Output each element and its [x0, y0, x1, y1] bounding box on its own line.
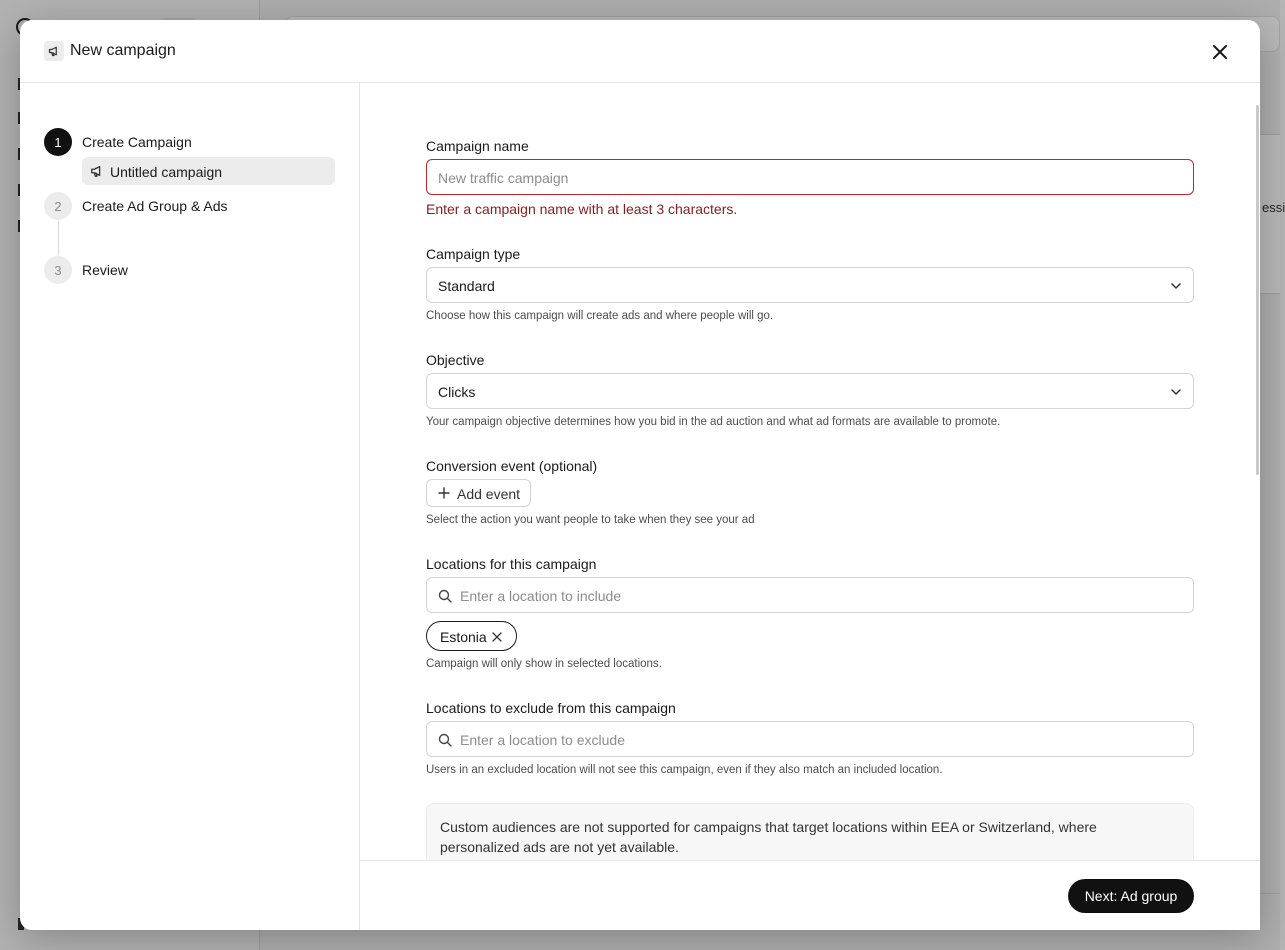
modal-footer [360, 860, 1260, 930]
remove-chip-icon[interactable] [491, 631, 503, 643]
campaign-name-label: Campaign name [426, 138, 529, 154]
step-label: Review [82, 262, 128, 278]
campaign-name-input[interactable] [426, 159, 1194, 195]
objective-label: Objective [426, 352, 485, 368]
chevron-down-icon [1169, 385, 1183, 399]
campaign-type-label: Campaign type [426, 246, 521, 262]
campaign-type-value: Standard [438, 278, 495, 294]
location-exclude-input[interactable] [426, 721, 1194, 757]
locations-include-help: Campaign will only show in selected locations. [426, 658, 662, 670]
step-label: Create Campaign [82, 134, 192, 150]
step-connector [58, 221, 59, 255]
modal-header [20, 20, 1260, 83]
step-number: 1 [44, 128, 72, 156]
conversion-event-help: Select the action you want people to take when they see your ad [426, 514, 755, 526]
modal-title: New campaign [70, 42, 176, 59]
locations-include-label: Locations for this campaign [426, 556, 597, 572]
locations-exclude-label: Locations to exclude from this campaign [426, 700, 676, 716]
substep-label: Untitled campaign [110, 164, 223, 180]
campaign-type-help: Choose how this campaign will create ads and where people will go. [426, 310, 774, 322]
new-campaign-modal [20, 20, 1260, 930]
substep-untitled-campaign[interactable] [82, 157, 335, 185]
campaign-type-select[interactable] [426, 267, 1194, 303]
location-chip-label: Estonia [440, 629, 487, 645]
location-include-input[interactable] [426, 577, 1194, 613]
stepper [20, 83, 360, 930]
campaign-name-placeholder: New traffic campaign [438, 170, 569, 186]
search-icon [438, 733, 452, 747]
scrollbar[interactable] [1256, 105, 1259, 475]
chevron-down-icon [1169, 279, 1183, 293]
location-include-placeholder: Enter a location to include [460, 588, 622, 604]
conversion-event-label: Conversion event (optional) [426, 458, 598, 474]
step-number: 3 [44, 256, 72, 284]
add-event-label: Add event [457, 486, 521, 502]
megaphone-icon [44, 41, 64, 61]
objective-select[interactable] [426, 373, 1194, 409]
location-chip-estonia [426, 621, 517, 651]
add-event-button[interactable] [426, 479, 531, 507]
background-partial-text: essi [1262, 200, 1285, 215]
close-icon [1212, 44, 1228, 60]
step-label: Create Ad Group & Ads [82, 198, 228, 214]
plus-icon [438, 487, 450, 499]
campaign-name-error: Enter a campaign name with at least 3 characters. [426, 201, 738, 217]
search-icon [438, 589, 452, 603]
megaphone-icon [90, 164, 104, 178]
locations-exclude-help: Users in an excluded location will not see this campaign, even if they also match an included location. [426, 764, 943, 776]
step-number: 2 [44, 192, 72, 220]
location-exclude-placeholder: Enter a location to exclude [460, 732, 625, 748]
objective-help: Your campaign objective determines how you bid in the ad auction and what ad formats are available to promote. [426, 416, 1001, 428]
campaign-form [360, 83, 1260, 860]
objective-value: Clicks [438, 384, 476, 400]
next-ad-group-button[interactable]: Next: Ad group [1068, 879, 1194, 913]
close-button[interactable] [1206, 38, 1234, 66]
eea-notice-text: Custom audiences are not supported for campaigns that target locations within EEA or Switzerland, where personalized ads are not yet available. [440, 819, 1097, 855]
